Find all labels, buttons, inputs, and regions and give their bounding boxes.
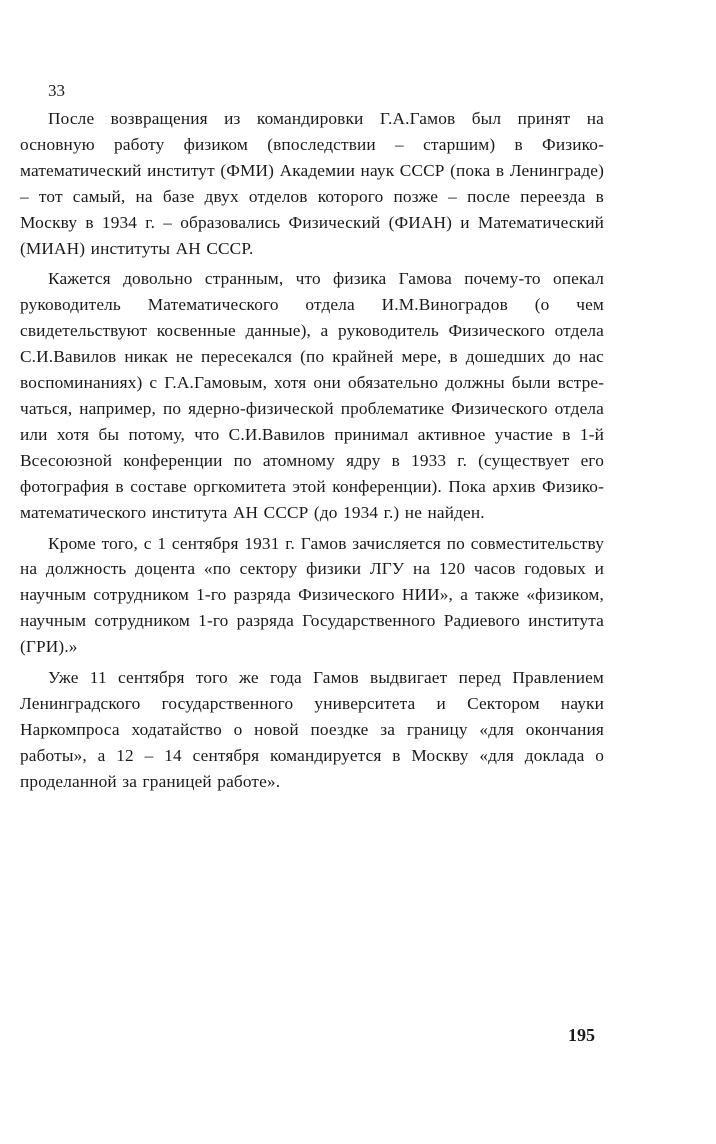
paragraph-new-trip-request: Уже 11 сентября того же года Гамов выдвигает перед Правлением Ленинградского государственного университета и Сектором науки Наркомпроса ходатайство о новой поездке за границу «для окончания работы», а 12 – 14 сентября командируется в Москву «для доклада о проделанной за границей работе».	[20, 668, 604, 791]
footnote-text	[20, 106, 604, 800]
paragraph-lgu-appointment: Кроме того, с 1 сентября 1931 г. Гамов зачисляется по совместительству на должность доцента «по сектору физики ЛГУ на 120 часов годовых и научным сотрудником 1-го разряда Физического НИИ», а также «физиком, научным сотрудником 1-го разряда Государственного Радиевого института (ГРИ).»	[20, 533, 604, 657]
paragraph-return-to-fmi: После возвращения из командировки Г.А.Гамов был принят на основную работу физиком (впоследствии – старшим) в Физико-математический институт (ФМИ) Академии наук СССР (пока в Ленинграде) – тот самый, на базе двух отделов которого позже – после переезда в Москву в 1934 г. – образовались Физический (ФИАН) и Математический (МИАН) институты АН СССР.	[20, 109, 604, 258]
paragraph-vinogradov-vavilov: Кажется довольно странным, что физика Гамова почему-то опекал руководитель Математического отдела И.М.Виноградов (о чем свидетельствуют косвенные данные), а руководитель Физического отдела С.И.Вавилов никак не пересекался (по крайней мере, в дошедших до нас воспоминаниях) с Г.А.Гамовым, хотя они обязательно должны были встречаться, например, по ядерно-физической проблематике Физического отдела или хотя бы потому, что С.И.Вавилов принимал активное участие в 1-й Всесоюзной конференции по атомному ядру в 1933 г. (существует его фотография в составе оргкомитета этой конференции). Пока архив Физико-математического института АН СССР (до 1934 г.) не найден.	[20, 269, 604, 522]
page-number: 195	[568, 1025, 595, 1045]
footnote-number: 33	[48, 81, 65, 100]
